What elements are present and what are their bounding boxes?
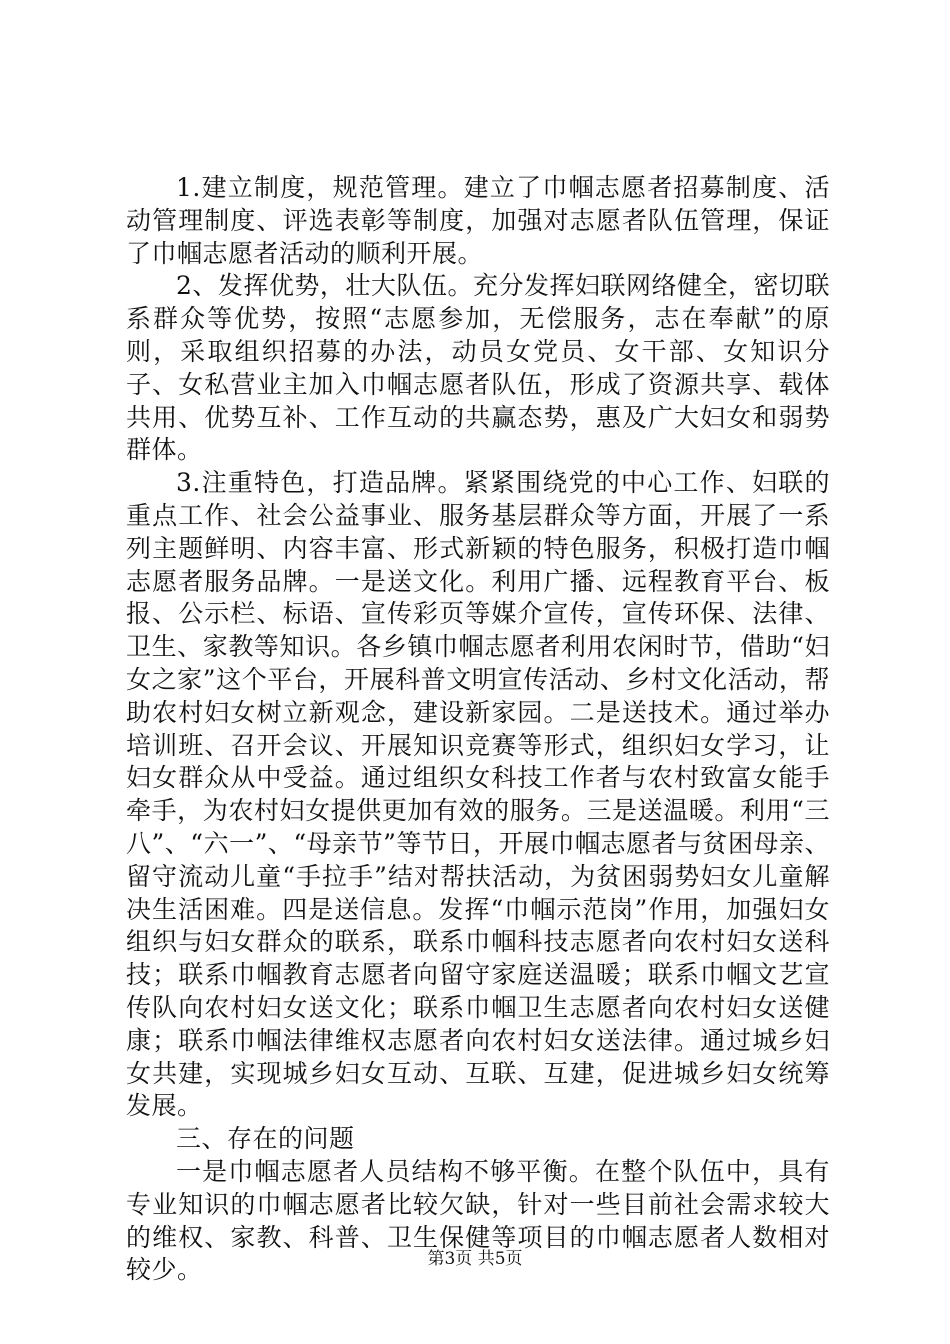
paragraph-features-brand: 3.注重特色，打造品牌。紧紧围绕党的中心工作、妇联的重点工作、社会公益事业、服务基层群众等方面，开展了一系列主题鲜明、内容丰富、形式新颖的特色服务，积极打造巾帼志愿者服务品牌。一是送文化。利用广播、远程教育平台、板报、公示栏、标语、宣传彩页等媒介宣传，宣传环保、法律、卫生、家教等知识。各乡镇巾帼志愿者利用农闲时节，借助“妇女之家”这个平台，开展科普文明宣传活动、乡村文化活动，帮助农村妇女树立新观念，建设新家园。二是送技术。通过举办培训班、召开会议、开展知识竞赛等形式，组织妇女学习，让妇女群众从中受益。通过组织女科技工作者与农村致富女能手牵手，为农村妇女提供更加有效的服务。三是送温暖。利用“三八”、“六一”、“母亲节”等节日，开展巾帼志愿者与贫困母亲、留守流动儿童“手拉手”结对帮扶活动，为贫困弱势妇女儿童解决生活困难。四是送信息。发挥“巾帼示范岗”作用，加强妇女组织与妇女群众的联系，联系巾帼科技志愿者向农村妇女送科技；联系巾帼教育志愿者向留守家庭送温暖；联系巾帼文艺宣传队向农村妇女送文化；联系巾帼卫生志愿者向农村妇女送健康；联系巾帼法律维权志愿者向农村妇女送法律。通过城乡妇女共建，实现城乡妇女互动、互联、互建，促进城乡妇女统筹发展。 xyxy=(126,468,830,1121)
paragraph-establish-system: 1.建立制度，规范管理。建立了巾帼志愿者招募制度、活动管理制度、评选表彰等制度，加强对志愿者队伍管理，保证了巾帼志愿者活动的顺利开展。 xyxy=(126,173,830,268)
document-body xyxy=(126,172,830,1287)
page-number-footer: 第3页 共5页 xyxy=(427,1249,523,1269)
section-heading-problems: 三、存在的问题 xyxy=(176,1124,355,1154)
paragraph-problem-one: 一是巾帼志愿者人员结构不够平衡。在整个队伍中，具有专业知识的巾帼志愿者比较欠缺，针对一些目前社会需求较大的维权、家教、科普、卫生保健等项目的巾帼志愿者人数相对较少。 xyxy=(126,1156,830,1285)
paragraph-advantages: 2、发挥优势，壮大队伍。充分发挥妇联网络健全，密切联系群众等优势，按照“志愿参加，无偿服务，志在奉献”的原则，采取组织招募的办法，动员女党员、女干部、女知识分子、女私营业主加入巾帼志愿者队伍，形成了资源共享、载体共用、优势互补、工作互动的共赢态势，惠及广大妇女和弱势群体。 xyxy=(126,271,830,465)
